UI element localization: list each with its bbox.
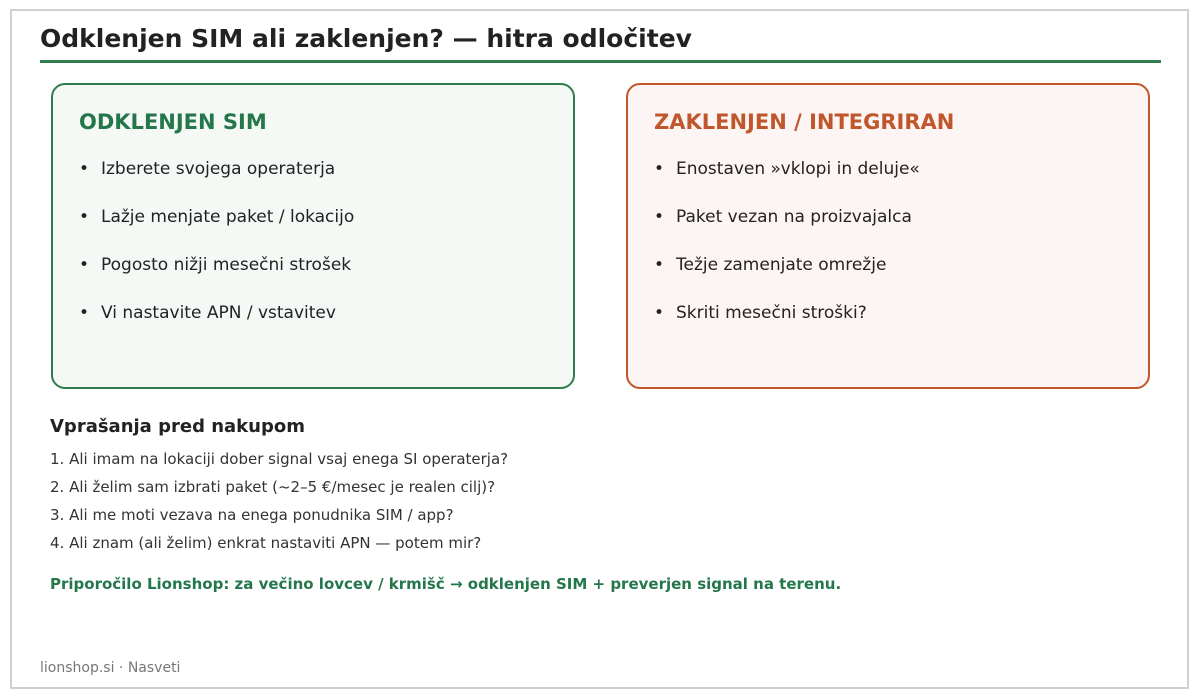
question-item: 2. Ali želim sam izbrati paket (~2–5 €/mesec je realen cilj)? <box>50 478 496 496</box>
question-item: 4. Ali znam (ali želim) enkrat nastaviti APN — potem mir? <box>50 534 482 552</box>
list-item <box>654 159 920 179</box>
bullet-icon: • <box>654 207 665 227</box>
list-item <box>79 159 354 179</box>
card-list <box>79 159 354 351</box>
footer-text: lionshop.si · Nasveti <box>40 660 181 676</box>
bullet-icon: • <box>79 303 90 323</box>
page-title: Odklenjen SIM ali zaklenjen? — hitra odločitev <box>40 24 692 53</box>
card-title: ZAKLENJEN / INTEGRIRAN <box>654 110 955 134</box>
questions-heading: Vprašanja pred nakupom <box>50 416 305 437</box>
list-item-text: Izberete svojega operaterja <box>101 159 336 179</box>
bullet-icon: • <box>79 207 90 227</box>
bullet-icon: • <box>79 159 90 179</box>
card-locked-integrated <box>626 83 1150 389</box>
title-divider <box>40 60 1161 63</box>
list-item <box>654 303 920 323</box>
bullet-icon: • <box>654 255 665 275</box>
list-item-text: Pogosto nižji mesečni strošek <box>101 255 352 275</box>
list-item-text: Skriti mesečni stroški? <box>676 303 867 323</box>
list-item <box>79 207 354 227</box>
question-item: 3. Ali me moti vezava na enega ponudnika SIM / app? <box>50 506 454 524</box>
list-item-text: Enostaven »vklopi in deluje« <box>676 159 920 179</box>
list-item-text: Lažje menjate paket / lokacijo <box>101 207 355 227</box>
card-unlocked-sim <box>51 83 575 389</box>
list-item-text: Paket vezan na proizvajalca <box>676 207 912 227</box>
card-title: ODKLENJEN SIM <box>79 110 267 134</box>
list-item <box>79 303 354 323</box>
bullet-icon: • <box>654 159 665 179</box>
list-item <box>79 255 354 275</box>
list-item <box>654 207 920 227</box>
bullet-icon: • <box>654 303 665 323</box>
bullet-icon: • <box>79 255 90 275</box>
list-item-text: Vi nastavite APN / vstavitev <box>101 303 336 323</box>
questions-list <box>50 450 508 562</box>
recommendation-text: Priporočilo Lionshop: za večino lovcev / krmišč → odklenjen SIM + preverjen signal na terenu. <box>50 575 842 593</box>
card-list <box>654 159 920 351</box>
list-item-text: Težje zamenjate omrežje <box>676 255 887 275</box>
list-item <box>654 255 920 275</box>
question-item: 1. Ali imam na lokaciji dober signal vsaj enega SI operaterja? <box>50 450 509 468</box>
